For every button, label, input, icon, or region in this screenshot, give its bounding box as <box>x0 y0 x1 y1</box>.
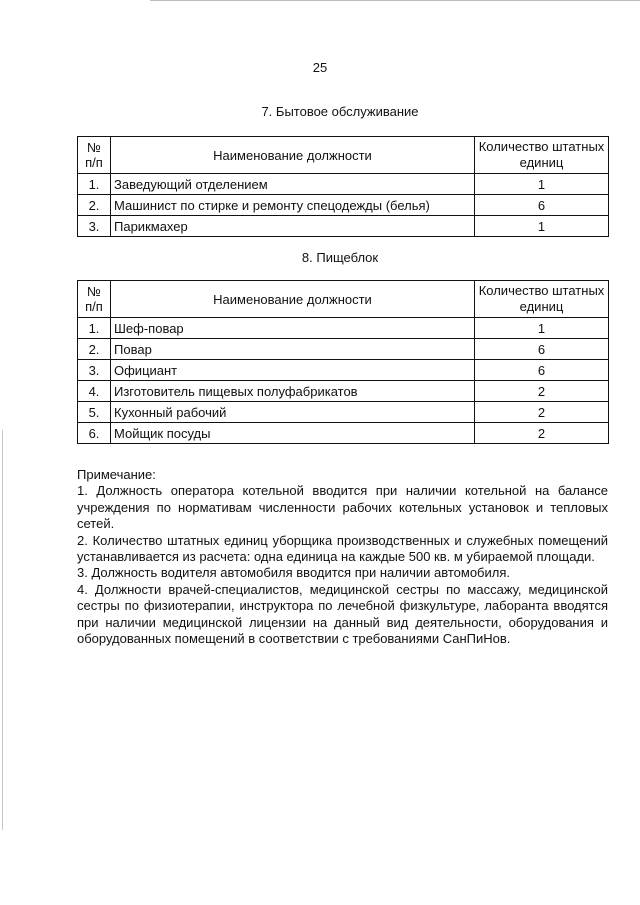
row-number: 2. <box>78 339 111 360</box>
scan-edge-left <box>2 430 3 830</box>
staff-count: 2 <box>475 381 609 402</box>
position-name: Парикмахер <box>111 216 475 237</box>
table-row <box>78 423 609 444</box>
column-header-number: № п/п <box>78 137 111 174</box>
row-number: 3. <box>78 216 111 237</box>
note-item: 1. Должность оператора котельной вводится при наличии котельной на балансе учреждения по нормативам численности рабочих котельных установок и тепловых сетей. <box>77 483 608 532</box>
staff-count: 1 <box>475 216 609 237</box>
row-number: 5. <box>78 402 111 423</box>
position-name: Официант <box>111 360 475 381</box>
row-number: 3. <box>78 360 111 381</box>
table-row <box>78 381 609 402</box>
scan-edge-top <box>150 0 640 3</box>
notes-heading: Примечание: <box>77 467 156 482</box>
position-name: Заведующий отделением <box>111 174 475 195</box>
column-header-quantity: Количество штатных единиц <box>475 137 609 174</box>
staff-count: 1 <box>475 318 609 339</box>
table-row <box>78 339 609 360</box>
column-header-quantity: Количество штатных единиц <box>475 281 609 318</box>
row-number: 1. <box>78 174 111 195</box>
column-header-number: № п/п <box>78 281 111 318</box>
position-name: Изготовитель пищевых полуфабрикатов <box>111 381 475 402</box>
column-header-position: Наименование должности <box>111 137 475 174</box>
table-row <box>78 216 609 237</box>
row-number: 4. <box>78 381 111 402</box>
note-item: 2. Количество штатных единиц уборщика производственных и служебных помещений устанавливается из расчета: одна единица на каждые 500 кв. м убираемой площади. <box>77 532 608 565</box>
table-row <box>78 174 609 195</box>
table-row <box>78 402 609 423</box>
section-title-household-services: 7. Бытовое обслуживание <box>261 104 419 119</box>
row-number: 6. <box>78 423 111 444</box>
position-name: Машинист по стирке и ремонту спецодежды (белья) <box>111 195 475 216</box>
staff-count: 6 <box>475 339 609 360</box>
position-name: Мойщик посуды <box>111 423 475 444</box>
section-title-catering: 8. Пищеблок <box>301 250 379 265</box>
staff-count: 6 <box>475 360 609 381</box>
table-row <box>78 318 609 339</box>
position-name: Повар <box>111 339 475 360</box>
staff-count: 1 <box>475 174 609 195</box>
table-header-row <box>78 281 609 318</box>
note-item: 4. Должности врачей-специалистов, медицинской сестры по массажу, медицинской сестры по физиотерапии, инструктора по лечебной физкультуре, лаборанта вводятся при наличии медицинской лицензии на данный вид деятельности, оборудования и оборудованных помещений в соответствии с требованиями СанПиНов. <box>77 581 608 647</box>
staff-table-catering <box>77 280 609 444</box>
staff-count: 6 <box>475 195 609 216</box>
staff-count: 2 <box>475 402 609 423</box>
staff-table-household-services <box>77 136 609 237</box>
page-number: 25 <box>312 60 328 75</box>
note-item: 3. Должность водителя автомобиля вводится при наличии автомобиля. <box>77 565 510 581</box>
table-header-row <box>78 137 609 174</box>
table-row <box>78 360 609 381</box>
notes-block <box>77 467 608 647</box>
row-number: 2. <box>78 195 111 216</box>
column-header-position: Наименование должности <box>111 281 475 318</box>
table-row <box>78 195 609 216</box>
position-name: Кухонный рабочий <box>111 402 475 423</box>
row-number: 1. <box>78 318 111 339</box>
staff-count: 2 <box>475 423 609 444</box>
position-name: Шеф-повар <box>111 318 475 339</box>
